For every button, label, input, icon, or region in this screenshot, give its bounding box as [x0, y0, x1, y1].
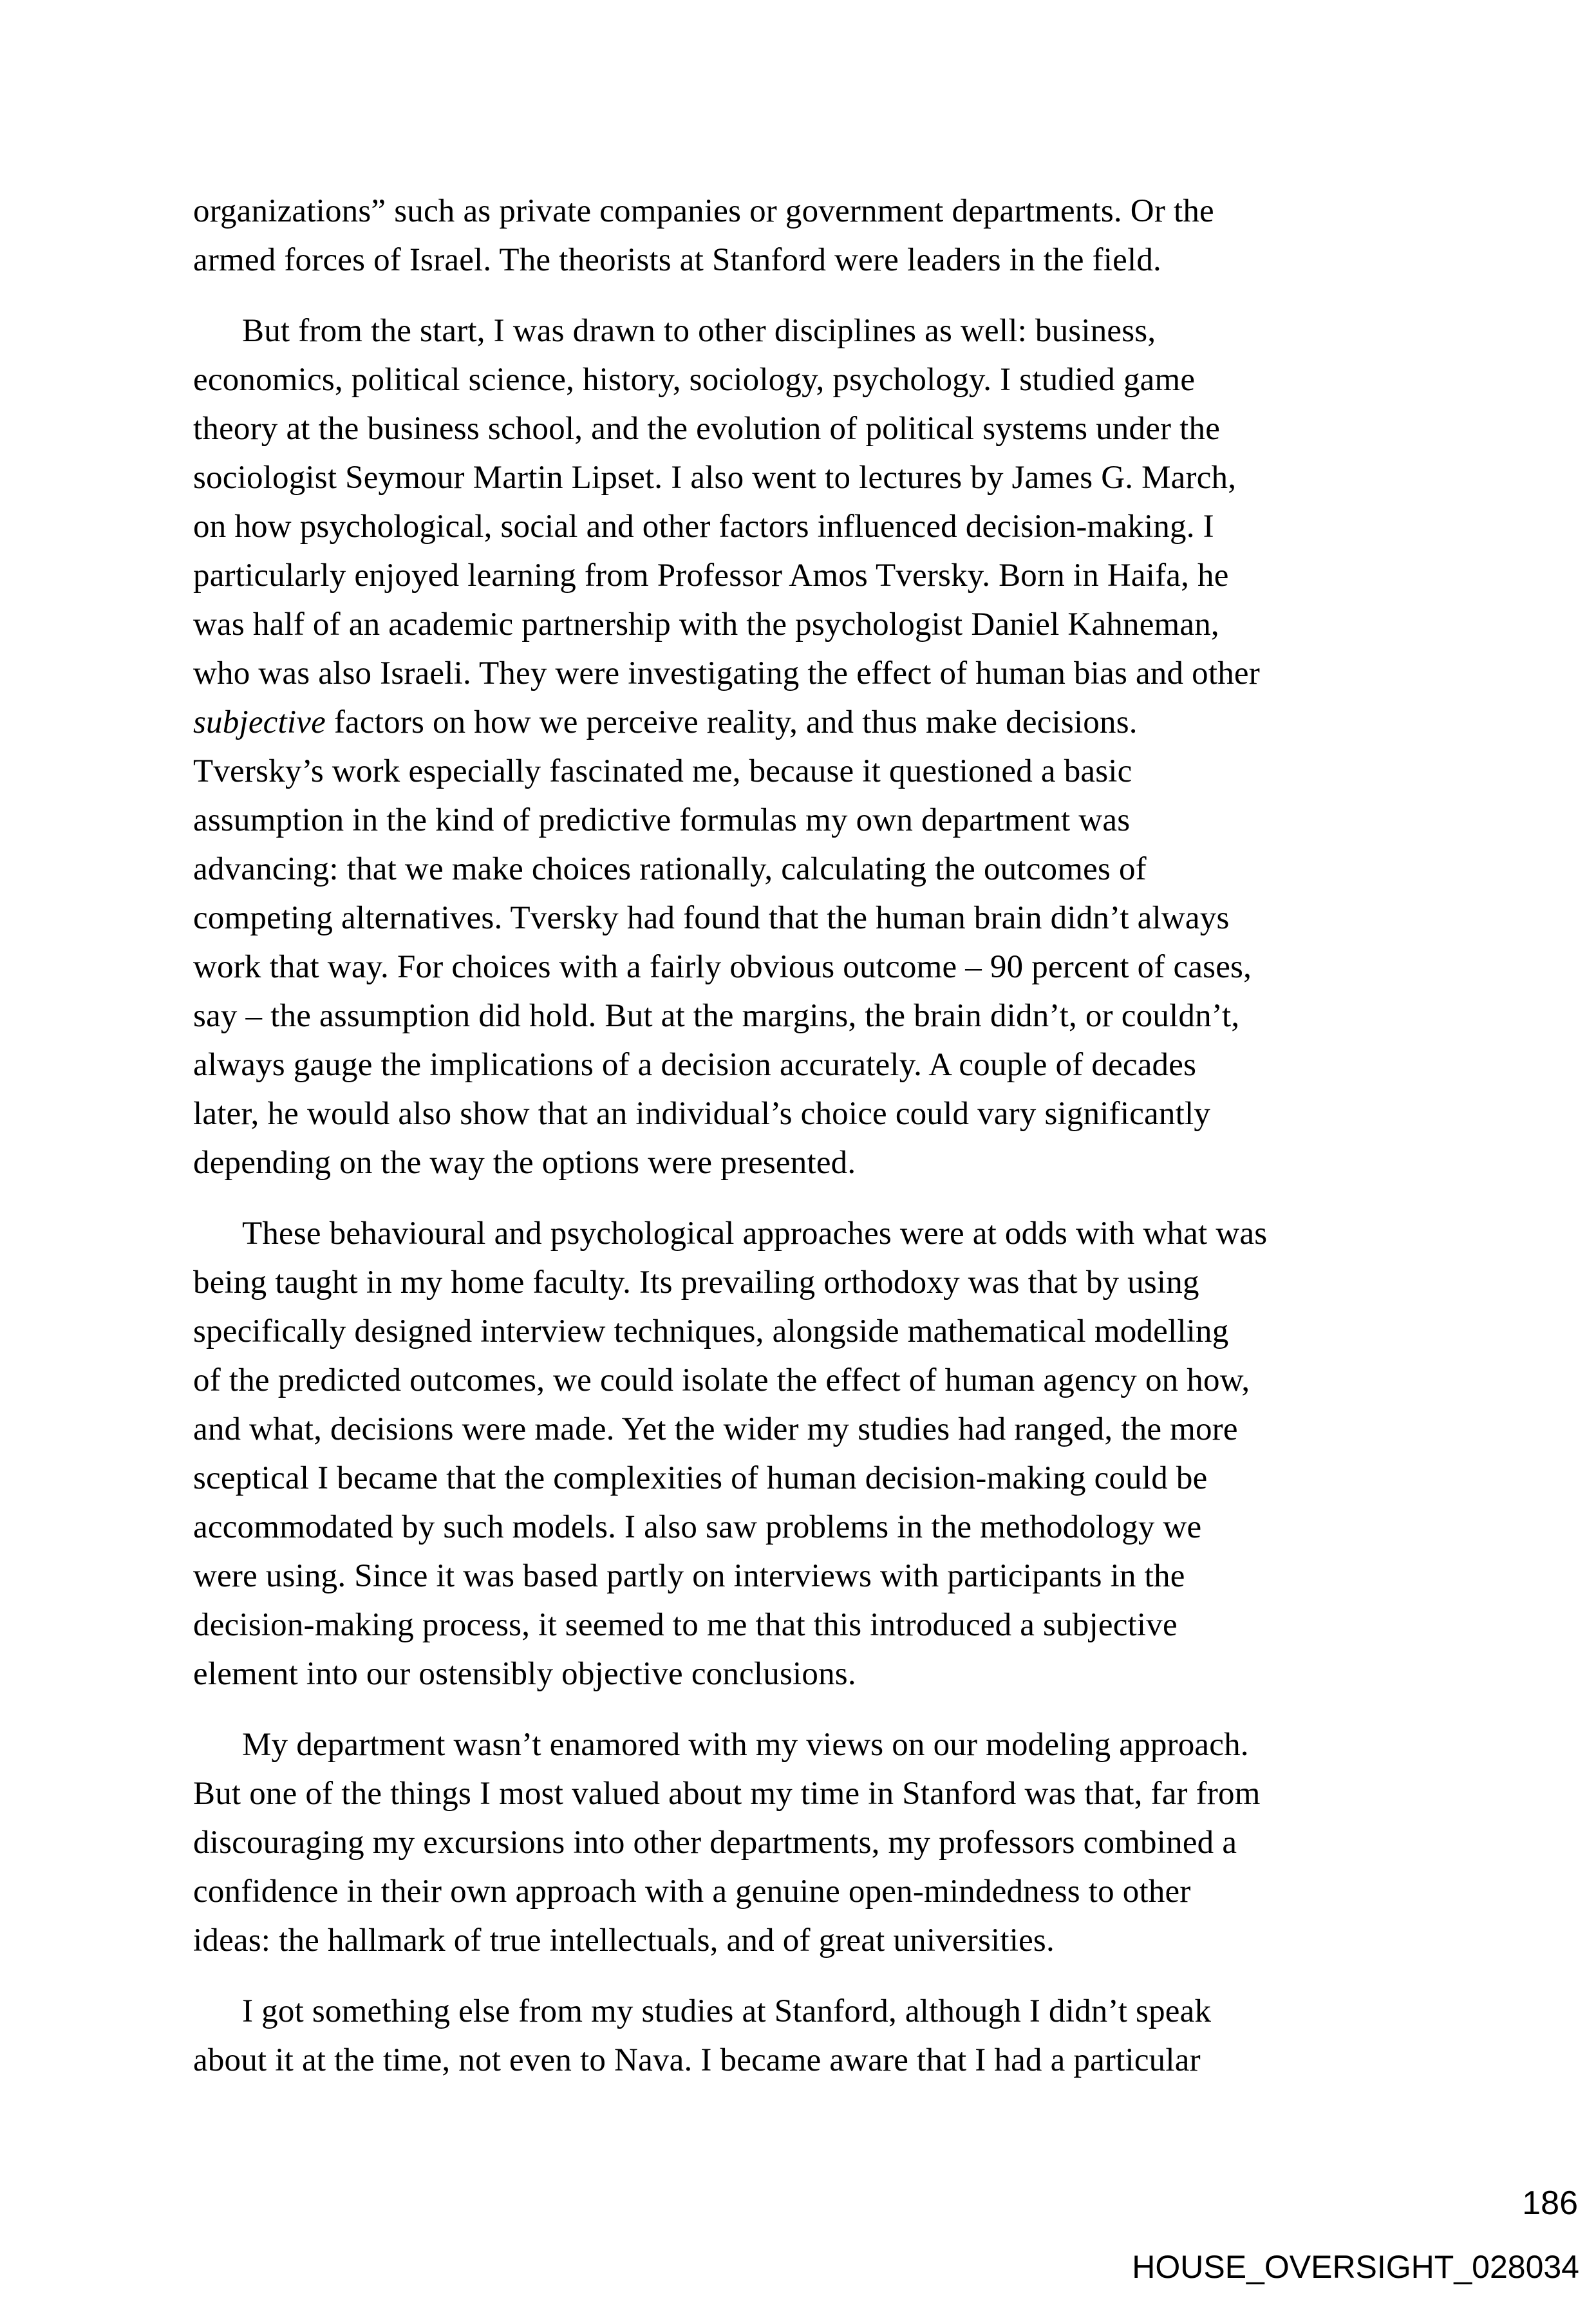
text-line: were using. Since it was based partly on interviews with participants in the: [193, 1558, 1185, 1594]
text-line: These behavioural and psychological approaches were at odds with what was: [242, 1216, 1268, 1252]
text-line: specifically designed interview techniques, alongside mathematical modelling: [193, 1313, 1229, 1349]
text-line: always gauge the implications of a decision accurately. A couple of decades: [193, 1047, 1197, 1083]
text-line: confidence in their own approach with a genuine open-mindedness to other: [193, 1874, 1191, 1910]
text-line: theory at the business school, and the evolution of political systems under the: [193, 411, 1221, 447]
bates-stamp: HOUSE_OVERSIGHT_028034: [1132, 2249, 1579, 2285]
text-line: But one of the things I most valued about my time in Stanford was that, far from: [193, 1776, 1261, 1812]
text-line-rest: factors on how we perceive reality, and thus make decisions.: [325, 704, 1138, 740]
text-line: organizations” such as private companies or government departments. Or the: [193, 193, 1214, 229]
text-line: I got something else from my studies at Stanford, although I didn’t speak: [242, 1993, 1212, 2029]
text-line: Tversky’s work especially fascinated me, because it questioned a basic: [193, 753, 1132, 789]
text-line: advancing: that we make choices rationally, calculating the outcomes of: [193, 851, 1147, 887]
text-line: was half of an academic partnership with the psychologist Daniel Kahneman,: [193, 606, 1219, 643]
paragraph-5: [193, 1987, 1442, 2085]
italic-word: subjective: [193, 704, 326, 740]
text-line: particularly enjoyed learning from Professor Amos Tversky. Born in Haifa, he: [193, 558, 1229, 594]
text-line: discouraging my excursions into other departments, my professors combined a: [193, 1825, 1237, 1861]
paragraph-2: [193, 306, 1442, 1187]
text-line: competing alternatives. Tversky had found that the human brain didn’t always: [193, 900, 1230, 936]
text-line: of the predicted outcomes, we could isolate the effect of human agency on how,: [193, 1362, 1250, 1398]
text-line: element into our ostensibly objective conclusions.: [193, 1656, 856, 1692]
text-line: economics, political science, history, sociology, psychology. I studied game: [193, 362, 1196, 398]
text-line: say – the assumption did hold. But at the margins, the brain didn’t, or couldn’t,: [193, 998, 1240, 1034]
text-line: assumption in the kind of predictive formulas my own department was: [193, 802, 1131, 838]
text-line: sociologist Seymour Martin Lipset. I also went to lectures by James G. March,: [193, 460, 1237, 496]
text-line: who was also Israeli. They were investigating the effect of human bias and other: [193, 655, 1260, 691]
text-line: work that way. For choices with a fairly obvious outcome – 90 percent of cases,: [193, 949, 1252, 985]
page-number: 186: [1522, 2185, 1578, 2222]
paragraph-1: [193, 187, 1442, 285]
paragraph-3: [193, 1209, 1442, 1698]
text-line-with-italic: [193, 698, 1442, 747]
text-line: But from the start, I was drawn to other disciplines as well: business,: [242, 313, 1156, 349]
text-line: later, he would also show that an individual’s choice could vary significantly: [193, 1096, 1211, 1132]
text-line: about it at the time, not even to Nava. I became aware that I had a particular: [193, 2042, 1201, 2078]
text-line: decision-making process, it seemed to me that this introduced a subjective: [193, 1607, 1178, 1643]
text-line: depending on the way the options were presented.: [193, 1145, 856, 1181]
text-line: armed forces of Israel. The theorists at Stanford were leaders in the field.: [193, 242, 1162, 278]
text-line: accommodated by such models. I also saw problems in the methodology we: [193, 1509, 1202, 1545]
text-line: sceptical I became that the complexities of human decision-making could be: [193, 1460, 1208, 1496]
text-line: ideas: the hallmark of true intellectuals, and of great universities.: [193, 1922, 1055, 1959]
body-text: [193, 187, 1442, 2085]
text-line: being taught in my home faculty. Its prevailing orthodoxy was that by using: [193, 1264, 1199, 1301]
paragraph-4: [193, 1720, 1442, 1965]
text-line: and what, decisions were made. Yet the wider my studies had ranged, the more: [193, 1411, 1238, 1447]
text-line: on how psychological, social and other factors influenced decision-making. I: [193, 509, 1214, 545]
text-line: My department wasn’t enamored with my views on our modeling approach.: [242, 1727, 1249, 1763]
